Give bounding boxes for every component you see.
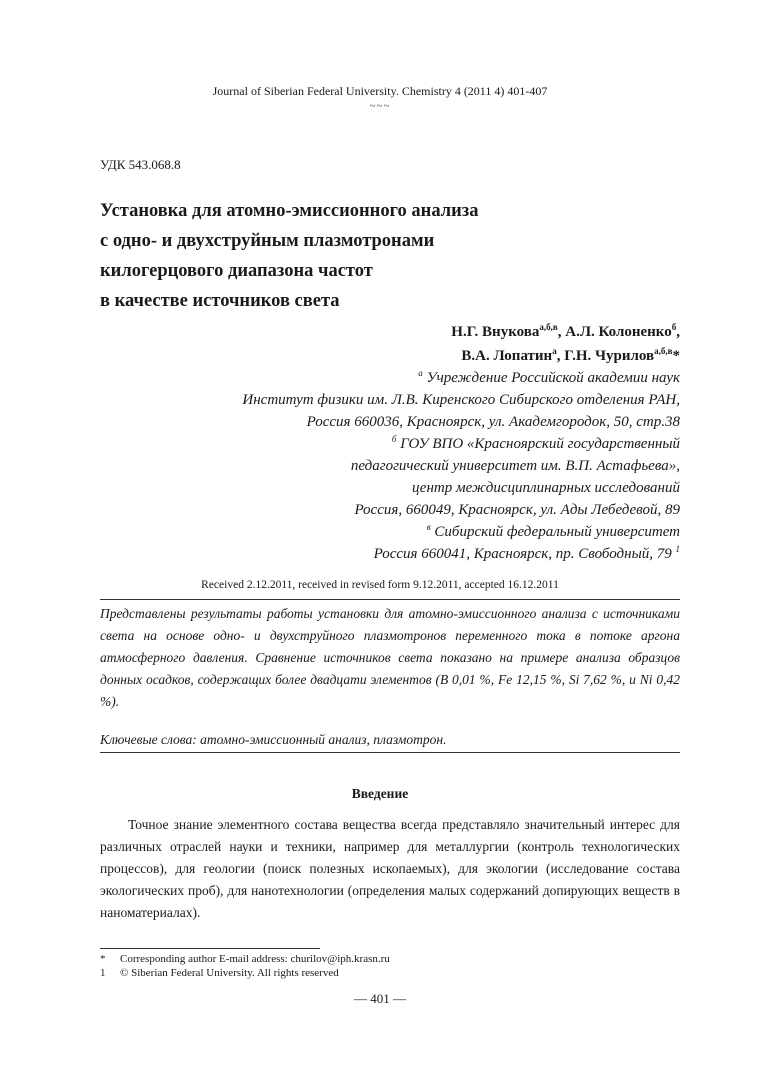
- udk-code: УДК 543.068.8: [100, 157, 181, 172]
- affiliation-text: Россия 660041, Красноярск, пр. Свободный, 79: [373, 546, 672, 562]
- title-line: с одно- и двухструйным плазмотронами: [100, 231, 435, 251]
- intro-paragraph: [100, 814, 680, 924]
- abstract-top-rule: [100, 599, 680, 600]
- affil-mark: б: [391, 434, 397, 444]
- footnote: [100, 966, 339, 980]
- affiliation-line: Россия 660036, Красноярск, ул. Академгородок, 50, стр.38: [306, 414, 680, 430]
- page-number: — 401 —: [354, 991, 406, 1006]
- journal-header: Journal of Siberian Federal University. Chemistry 4 (2011 4) 401-407: [212, 84, 548, 98]
- footnote-ref: 1: [675, 544, 680, 554]
- author-separator: ,: [556, 348, 565, 364]
- received-dates: Received 2.12.2011, received in revised form 9.12.2011, accepted 16.12.2011: [201, 579, 559, 591]
- author-name: В.А. Лопатин: [461, 348, 553, 364]
- abstract: Представлены результаты работы установки для атомно-эмиссионного анализа с источниками света на основе одно- и двухструйного плазмотронов переменного тока в потоке аргона атмосферного давления. Сравнение источников света показано на примере анализа образцов донных осадков, содержащих более двадцати элементов (B 0,01 %, Fe 12,15 %, Si 7,62 %, и Ni 0,42 %).: [100, 606, 680, 709]
- author-name: А.Л. Колоненко: [565, 324, 672, 340]
- author-separator: ,: [676, 324, 680, 340]
- section-heading: Введение: [351, 786, 409, 801]
- title-line: килогерцового диапазона частот: [100, 261, 373, 281]
- affiliations: [242, 367, 680, 565]
- affiliation-text: Сибирский федеральный университет: [434, 524, 680, 540]
- author-affil-mark: а,б,в: [539, 322, 558, 332]
- footnote: [100, 952, 390, 966]
- author-name: Г.Н. Чурилов: [564, 348, 655, 364]
- footnote-text: Corresponding author E-mail address: churilov@iph.krasn.ru: [120, 953, 390, 965]
- affiliation-line: [242, 433, 680, 455]
- author-affil-mark: а: [552, 346, 557, 356]
- footnote-mark: *: [100, 953, 106, 965]
- header-ornament: ~~~: [369, 100, 391, 112]
- affiliation-line: [242, 521, 680, 543]
- affiliation-line: центр междисциплинарных исследований: [411, 480, 680, 496]
- keywords-bottom-rule: [100, 752, 680, 753]
- author-line: [451, 320, 680, 344]
- affil-mark: в: [426, 522, 431, 532]
- affiliation-line: педагогический университет им. В.П. Астафьева»,: [350, 458, 680, 474]
- keywords: Ключевые слова: атомно-эмиссионный анализ, плазмотрон.: [100, 732, 447, 747]
- author-line: [451, 344, 680, 368]
- affiliation-line: Россия, 660049, Красноярск, ул. Ады Лебедевой, 89: [354, 502, 680, 518]
- intro-text: Точное знание элементного состава вещества всегда представляло значительный интерес для различных отраслей науки и техники, например для металлургии (контроль технологических процессов), для геологии (поиск полезных ископаемых), для экологии (исследование состава экологических проб), для нанотехнологии (определения малых содержаний допирующих веществ в наноматериалах).: [100, 817, 680, 920]
- author-affil-mark: а,б,в: [654, 346, 673, 356]
- author-separator: ,: [557, 324, 566, 340]
- footnote-rule: [100, 948, 320, 949]
- corresponding-star: *: [672, 348, 680, 364]
- author-name: Н.Г. Внукова: [451, 324, 540, 340]
- footnote-text: © Siberian Federal University. All rights reserved: [120, 967, 339, 979]
- affiliation-text: ГОУ ВПО «Красноярский государственный: [400, 436, 680, 452]
- affiliation-line: [242, 543, 680, 565]
- paper-title: [100, 196, 660, 316]
- footnote-mark: 1: [100, 967, 106, 979]
- author-affil-mark: б: [671, 322, 677, 332]
- title-line: Установка для атомно-эмиссионного анализа: [100, 201, 479, 221]
- author-list: [451, 320, 680, 368]
- affil-mark: а: [418, 368, 423, 378]
- affiliation-line: Институт физики им. Л.В. Киренского Сибирского отделения РАН,: [242, 392, 680, 408]
- title-line: в качестве источников света: [100, 291, 340, 311]
- affiliation-line: [242, 367, 680, 389]
- affiliation-text: Учреждение Российской академии наук: [426, 370, 680, 386]
